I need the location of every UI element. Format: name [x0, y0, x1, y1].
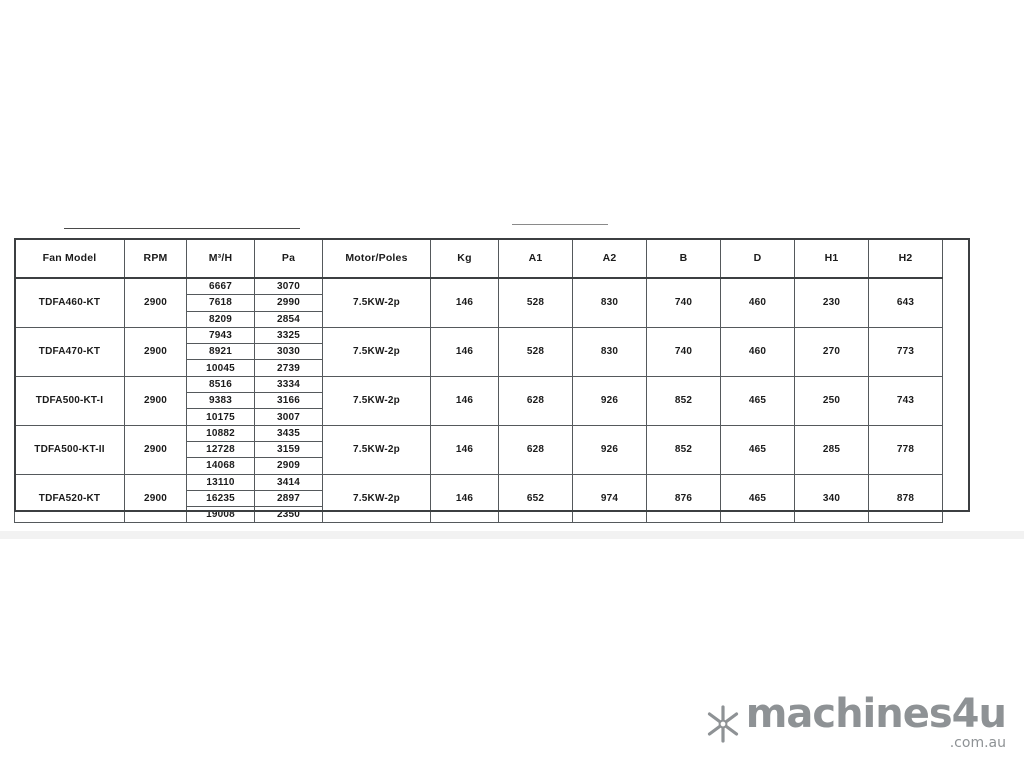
cell-a2: 974 — [573, 474, 647, 523]
cell-m3h: 6667 — [187, 278, 255, 295]
column-header-h2: H2 — [869, 239, 943, 279]
cell-a1: 628 — [499, 376, 573, 425]
cell-m3h: 8516 — [187, 376, 255, 392]
cell-d: 465 — [721, 474, 795, 523]
column-header-pa: Pa — [255, 239, 323, 279]
cell-h2: 643 — [869, 278, 943, 327]
column-header-b: B — [647, 239, 721, 279]
asterisk-icon — [706, 704, 740, 744]
cell-d: 465 — [721, 425, 795, 474]
cell-pa: 3414 — [255, 474, 323, 490]
page-separator-band — [0, 531, 1024, 539]
stray-rule-left — [64, 228, 300, 229]
cell-m3h: 16235 — [187, 490, 255, 506]
cell-rpm: 2900 — [125, 376, 187, 425]
cell-rpm: 2900 — [125, 278, 187, 327]
cell-fan-model: TDFA500-KT-II — [15, 425, 125, 474]
column-header-h1: H1 — [795, 239, 869, 279]
cell-motor-poles: 7.5KW-2p — [323, 327, 431, 376]
cell-rpm: 2900 — [125, 327, 187, 376]
watermark-brand-suffix: u — [978, 691, 1006, 737]
cell-kg: 146 — [431, 474, 499, 523]
table-header-row — [15, 239, 943, 279]
cell-m3h: 9383 — [187, 393, 255, 409]
table-row — [15, 474, 943, 490]
cell-a2: 926 — [573, 425, 647, 474]
cell-h2: 878 — [869, 474, 943, 523]
cell-h2: 773 — [869, 327, 943, 376]
cell-pa: 2350 — [255, 507, 323, 523]
cell-m3h: 10045 — [187, 360, 255, 376]
cell-h1: 270 — [795, 327, 869, 376]
cell-pa: 2739 — [255, 360, 323, 376]
cell-a2: 830 — [573, 278, 647, 327]
cell-pa: 2854 — [255, 311, 323, 327]
cell-m3h: 13110 — [187, 474, 255, 490]
stray-rule-right — [512, 224, 608, 225]
cell-m3h: 12728 — [187, 441, 255, 457]
cell-motor-poles: 7.5KW-2p — [323, 474, 431, 523]
cell-pa: 3030 — [255, 344, 323, 360]
cell-kg: 146 — [431, 327, 499, 376]
watermark-brand-name: machines — [745, 691, 952, 737]
column-header-kg: Kg — [431, 239, 499, 279]
cell-h1: 250 — [795, 376, 869, 425]
cell-a1: 528 — [499, 278, 573, 327]
cell-pa: 3166 — [255, 393, 323, 409]
cell-b: 740 — [647, 278, 721, 327]
table-row — [15, 327, 943, 343]
cell-rpm: 2900 — [125, 425, 187, 474]
cell-pa: 2897 — [255, 490, 323, 506]
cell-a2: 830 — [573, 327, 647, 376]
cell-fan-model: TDFA500-KT-I — [15, 376, 125, 425]
cell-m3h: 19008 — [187, 507, 255, 523]
watermark-domain: .com.au — [949, 735, 1006, 751]
cell-rpm: 2900 — [125, 474, 187, 523]
cell-kg: 146 — [431, 376, 499, 425]
watermark-brand-number: 4 — [951, 691, 979, 737]
cell-motor-poles: 7.5KW-2p — [323, 278, 431, 327]
column-header-m3h: M³/H — [187, 239, 255, 279]
cell-m3h: 10175 — [187, 409, 255, 425]
cell-pa: 3325 — [255, 327, 323, 343]
cell-h2: 743 — [869, 376, 943, 425]
cell-pa: 3159 — [255, 441, 323, 457]
cell-kg: 146 — [431, 278, 499, 327]
cell-d: 465 — [721, 376, 795, 425]
column-header-rpm: RPM — [125, 239, 187, 279]
cell-m3h: 14068 — [187, 458, 255, 474]
cell-motor-poles: 7.5KW-2p — [323, 425, 431, 474]
cell-b: 740 — [647, 327, 721, 376]
cell-a1: 528 — [499, 327, 573, 376]
column-header-fan-model: Fan Model — [15, 239, 125, 279]
watermark-brand — [745, 691, 1006, 737]
cell-d: 460 — [721, 278, 795, 327]
cell-fan-model: TDFA470-KT — [15, 327, 125, 376]
cell-pa: 3070 — [255, 278, 323, 295]
cell-fan-model: TDFA520-KT — [15, 474, 125, 523]
watermark-text — [745, 691, 1006, 751]
cell-m3h: 7618 — [187, 295, 255, 311]
cell-pa: 2909 — [255, 458, 323, 474]
page-top-band — [0, 0, 1024, 10]
cell-pa: 3334 — [255, 376, 323, 392]
machines4u-watermark — [706, 691, 1006, 751]
cell-h1: 340 — [795, 474, 869, 523]
cell-motor-poles: 7.5KW-2p — [323, 376, 431, 425]
cell-pa: 2990 — [255, 295, 323, 311]
cell-m3h: 8921 — [187, 344, 255, 360]
column-header-a1: A1 — [499, 239, 573, 279]
cell-d: 460 — [721, 327, 795, 376]
cell-m3h: 8209 — [187, 311, 255, 327]
cell-pa: 3007 — [255, 409, 323, 425]
table-row — [15, 376, 943, 392]
cell-m3h: 10882 — [187, 425, 255, 441]
column-header-d: D — [721, 239, 795, 279]
cell-a1: 652 — [499, 474, 573, 523]
cell-a1: 628 — [499, 425, 573, 474]
cell-a2: 926 — [573, 376, 647, 425]
cell-m3h: 7943 — [187, 327, 255, 343]
column-header-motor-poles: Motor/Poles — [323, 239, 431, 279]
cell-b: 852 — [647, 425, 721, 474]
cell-h1: 285 — [795, 425, 869, 474]
cell-h2: 778 — [869, 425, 943, 474]
cell-h1: 230 — [795, 278, 869, 327]
cell-b: 852 — [647, 376, 721, 425]
cell-b: 876 — [647, 474, 721, 523]
column-header-a2: A2 — [573, 239, 647, 279]
cell-kg: 146 — [431, 425, 499, 474]
table-row — [15, 278, 943, 295]
fan-specification-table — [14, 238, 943, 523]
table-row — [15, 425, 943, 441]
cell-fan-model: TDFA460-KT — [15, 278, 125, 327]
cell-pa: 3435 — [255, 425, 323, 441]
table-body — [15, 278, 943, 523]
